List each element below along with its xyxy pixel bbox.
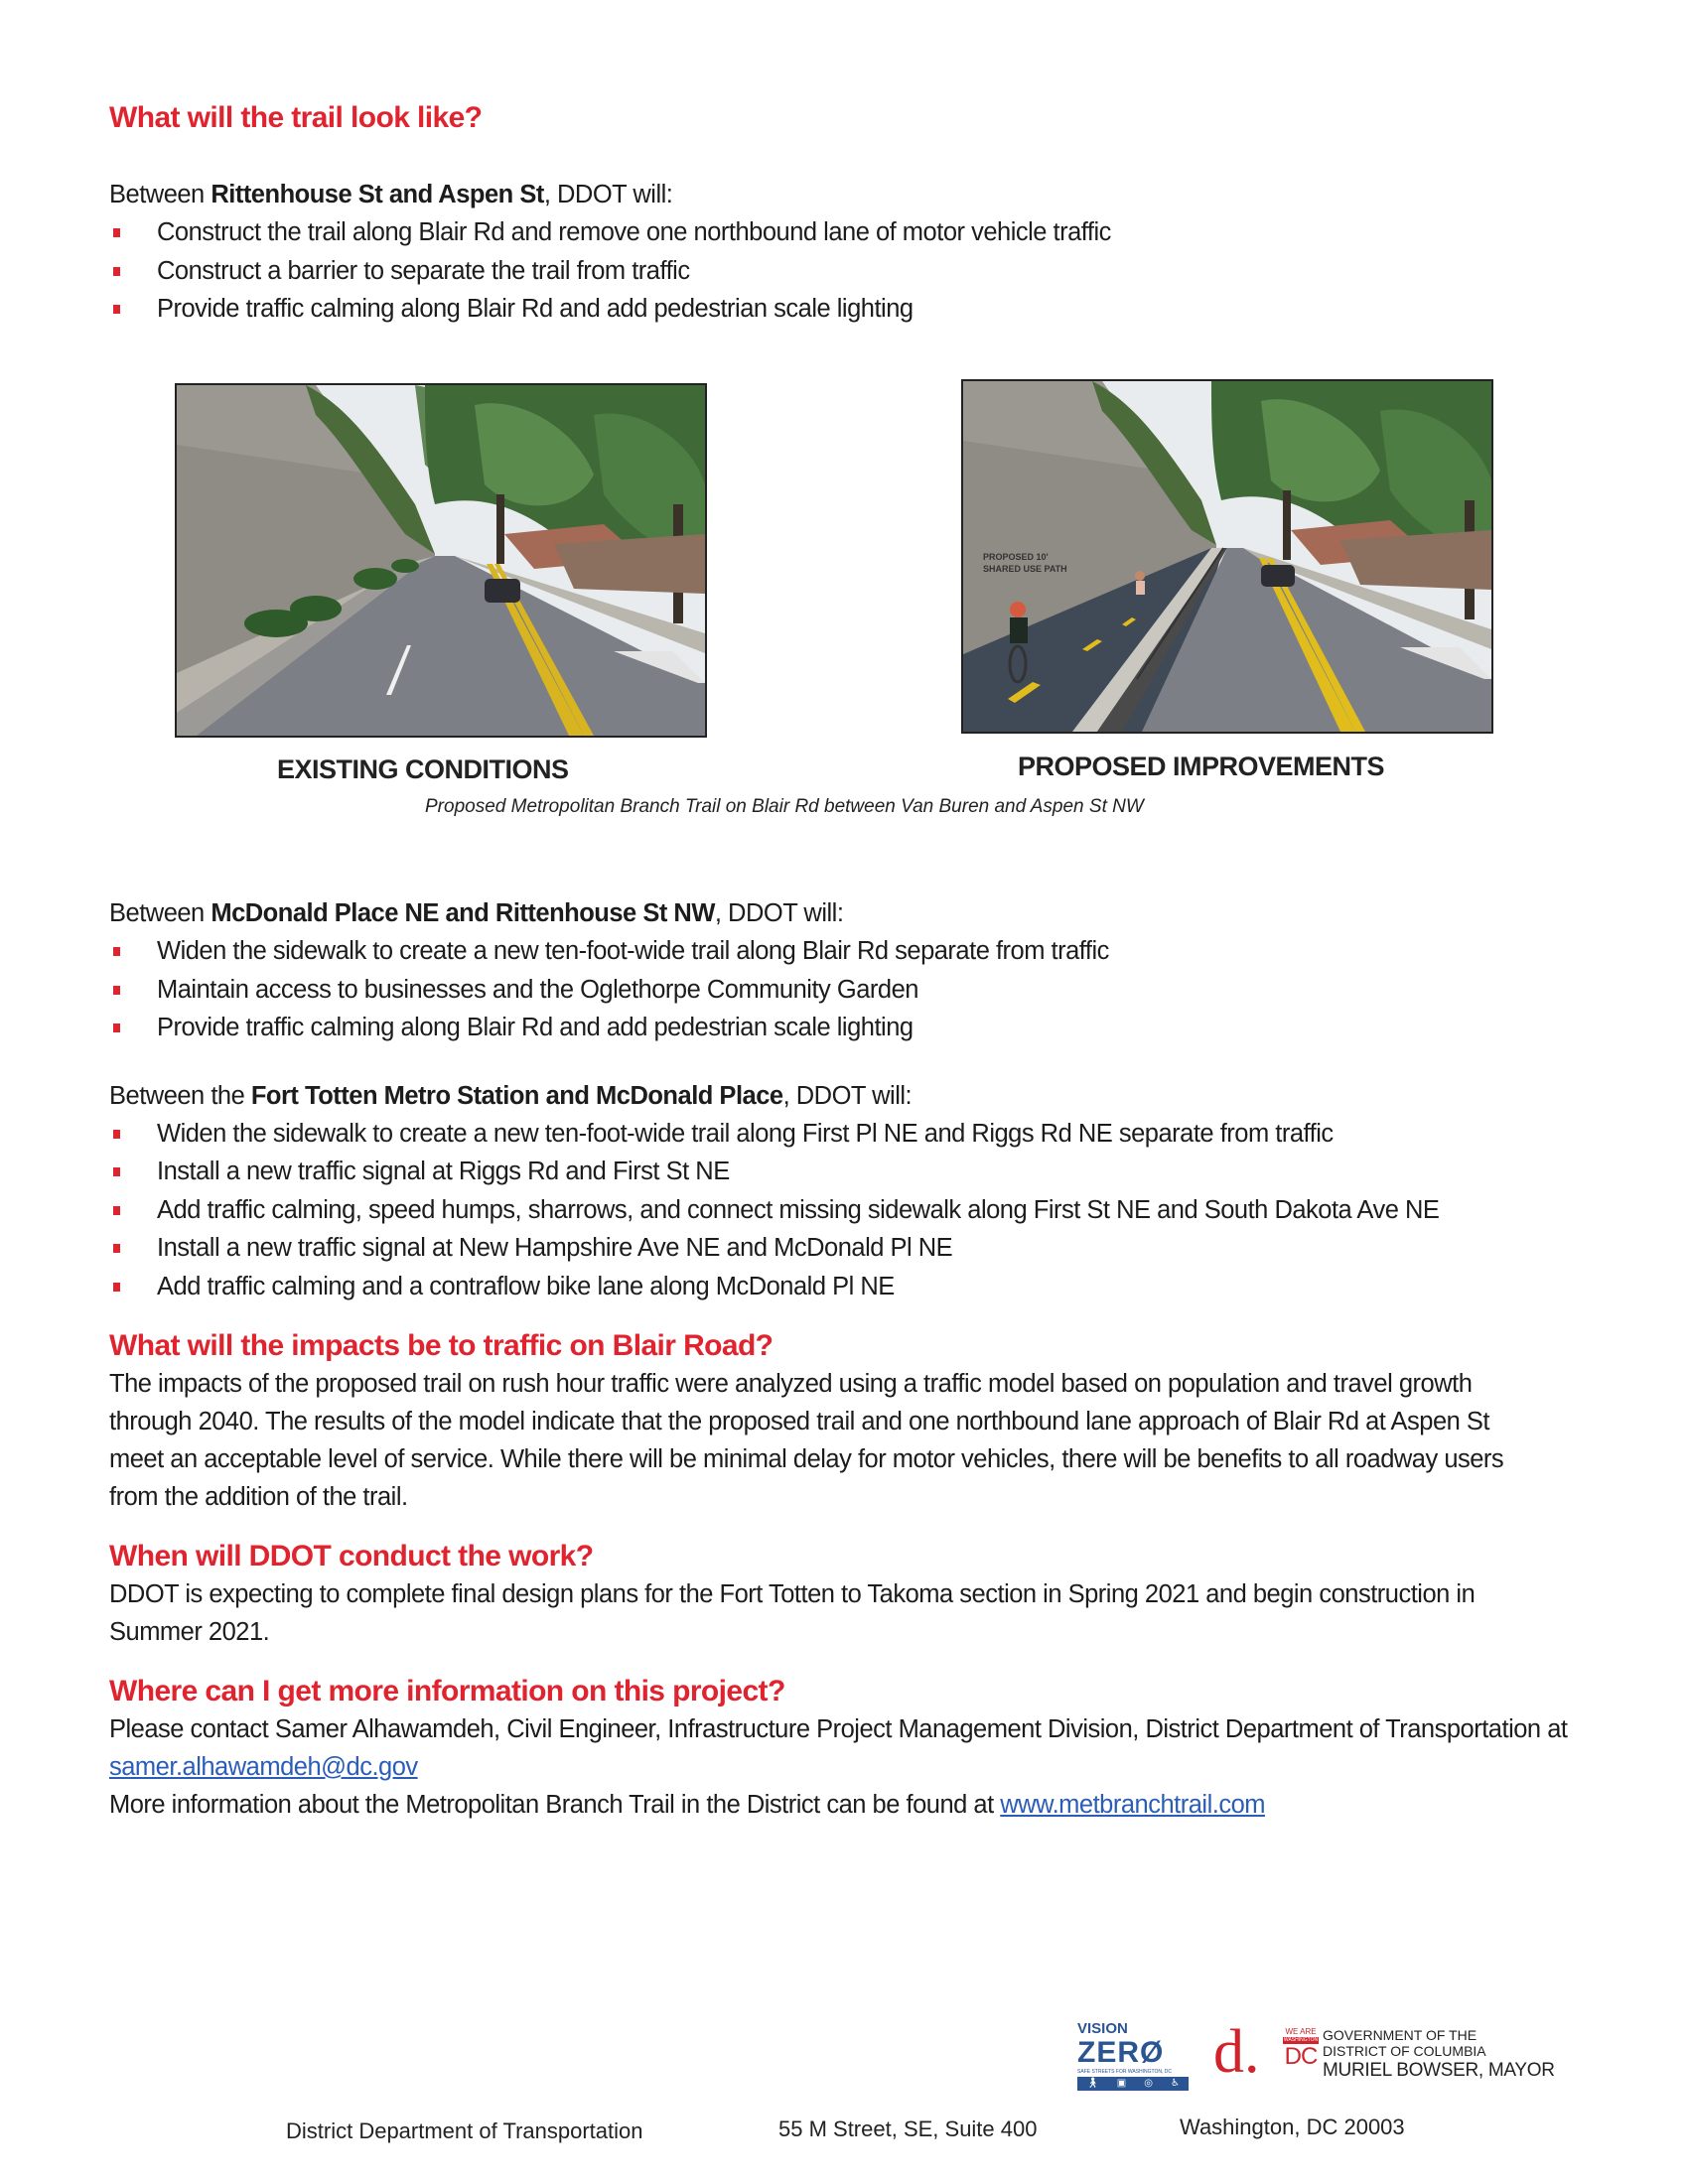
- bullet-item: Construct a barrier to separate the trail from traffic: [109, 252, 1589, 291]
- bullet-item: Maintain access to businesses and the Oglethorpe Community Garden: [109, 971, 1589, 1010]
- pedestrian-icon: 🚶︎: [1086, 2078, 1099, 2089]
- existing-conditions-photo: [175, 383, 707, 738]
- info-contact: [109, 1710, 1589, 1786]
- intro-prefix: Between: [109, 899, 211, 927]
- caption-existing: EXISTING CONDITIONS: [277, 754, 569, 784]
- gov-line1: GOVERNMENT OF THE: [1323, 2027, 1477, 2043]
- bullet-item: Provide traffic calming along Blair Rd and add pedestrian scale lighting: [109, 1009, 1589, 1047]
- caption-proposed: PROPOSED IMPROVEMENTS: [1018, 751, 1385, 781]
- heading-info: Where can I get more information on this project?: [109, 1675, 785, 1707]
- heading-schedule: When will DDOT conduct the work?: [109, 1540, 594, 1572]
- bullet-item: Widen the sidewalk to create a new ten-foot-wide trail along Blair Rd separate from traffic: [109, 932, 1589, 971]
- bullet-item: Construct the trail along Blair Rd and remove one northbound lane of motor vehicle traffic: [109, 213, 1589, 252]
- section1-intro: [109, 176, 1589, 213]
- section1: [109, 99, 1589, 329]
- intro-bold: McDonald Place NE and Rittenhouse St NW: [211, 899, 715, 927]
- footer-city: Washington, DC 20003: [1180, 2115, 1405, 2139]
- heading-trail-look: What will the trail look like?: [109, 101, 483, 134]
- impacts-body: The impacts of the proposed trail on rush hour traffic were analyzed using a traffic model based on population and travel growth through 2040. The results of the model indicate that the proposed trail and one northbound lane approach of Blair Rd at Aspen St meet an acceptable level of service. While there will be minimal delay for motor vehicles, there will be benefits to all roadway users from the addition of the trail.: [109, 1370, 1504, 1511]
- intro-suffix: , DDOT will:: [782, 1081, 913, 1110]
- website-link[interactable]: www.metbranchtrail.com: [1000, 1791, 1265, 1819]
- bullet-item: Add traffic calming, speed humps, sharrows, and connect missing sidewalk along First St NE and South Dakota Ave NE: [109, 1191, 1589, 1230]
- vz-tagline: SAFE STREETS FOR WASHINGTON, DC: [1077, 2069, 1173, 2075]
- intro-suffix: , DDOT will:: [714, 899, 844, 927]
- wheelchair-icon: ♿︎: [1171, 2078, 1180, 2089]
- intro-prefix: Between: [109, 181, 211, 208]
- car-icon: ▣: [1116, 2078, 1127, 2089]
- section3-intro: [109, 1077, 1589, 1115]
- proposed-improvements-photo: [961, 379, 1493, 734]
- figure-subcaption: Proposed Metropolitan Branch Trail on Blair Rd between Van Buren and Aspen St NW: [425, 796, 1144, 817]
- bullet-item: Install a new traffic signal at New Hampshire Ave NE and McDonald Pl NE: [109, 1229, 1589, 1268]
- bullet-item: Add traffic calming and a contraflow bike lane along McDonald Pl NE: [109, 1268, 1589, 1306]
- section3-bullets: [109, 1115, 1589, 1306]
- dc-government-logo: [1213, 2018, 1591, 2095]
- washington-text: WASHINGTON: [1283, 2037, 1319, 2043]
- gov-line3: MURIEL BOWSER, MAYOR: [1323, 2060, 1555, 2081]
- email-link[interactable]: samer.alhawamdeh@dc.gov: [109, 1753, 418, 1781]
- dc-d-mark: d.: [1213, 2018, 1260, 2086]
- we-are-text: WE ARE: [1285, 2027, 1317, 2036]
- photo-label-line1: PROPOSED 10': [983, 552, 1049, 562]
- dc-text: DC: [1284, 2043, 1318, 2070]
- vision-zero-logo: [1077, 2021, 1192, 2093]
- intro-bold: Rittenhouse St and Aspen St: [211, 181, 544, 208]
- section2-intro: [109, 894, 1589, 932]
- photo-label-line2: SHARED USE PATH: [983, 564, 1067, 574]
- gov-line2: DISTRICT OF COLUMBIA: [1323, 2043, 1486, 2059]
- we-are-dc-mark: [1283, 2027, 1319, 2070]
- heading-impacts: What will the impacts be to traffic on Blair Road?: [109, 1329, 774, 1362]
- vz-line1: VISION: [1077, 2020, 1128, 2037]
- info-more: [109, 1786, 1589, 1824]
- intro-bold: Fort Totten Metro Station and McDonald Place: [250, 1081, 783, 1110]
- bike-icon: ◎: [1144, 2078, 1153, 2089]
- more-text: More information about the Metropolitan Branch Trail in the District can be found at: [109, 1791, 1001, 1819]
- vz-line2: ZERØ: [1077, 2036, 1165, 2069]
- vz-icon-bar: [1077, 2077, 1189, 2091]
- bullet-item: Widen the sidewalk to create a new ten-foot-wide trail along First Pl NE and Riggs Rd NE separate from traffic: [109, 1115, 1589, 1154]
- bullet-item: Install a new traffic signal at Riggs Rd and First St NE: [109, 1153, 1589, 1191]
- contact-text: Please contact Samer Alhawamdeh, Civil Engineer, Infrastructure Project Management Division, District Department of Transportation at: [109, 1715, 1568, 1743]
- intro-suffix: , DDOT will:: [543, 181, 673, 208]
- schedule-body: DDOT is expecting to complete final design plans for the Fort Totten to Takoma section in Spring 2021 and begin construction in Summer 2021.: [109, 1580, 1476, 1646]
- gov-text-block: [1323, 2027, 1555, 2082]
- footer-org: District Department of Transportation: [286, 2118, 643, 2143]
- body-flow: [109, 894, 1589, 1824]
- section1-bullets: [109, 213, 1589, 329]
- section2-bullets: [109, 932, 1589, 1047]
- intro-prefix: Between the: [109, 1081, 251, 1110]
- footer-address: 55 M Street, SE, Suite 400: [778, 2116, 1038, 2141]
- bullet-item: Provide traffic calming along Blair Rd and add pedestrian scale lighting: [109, 290, 1589, 329]
